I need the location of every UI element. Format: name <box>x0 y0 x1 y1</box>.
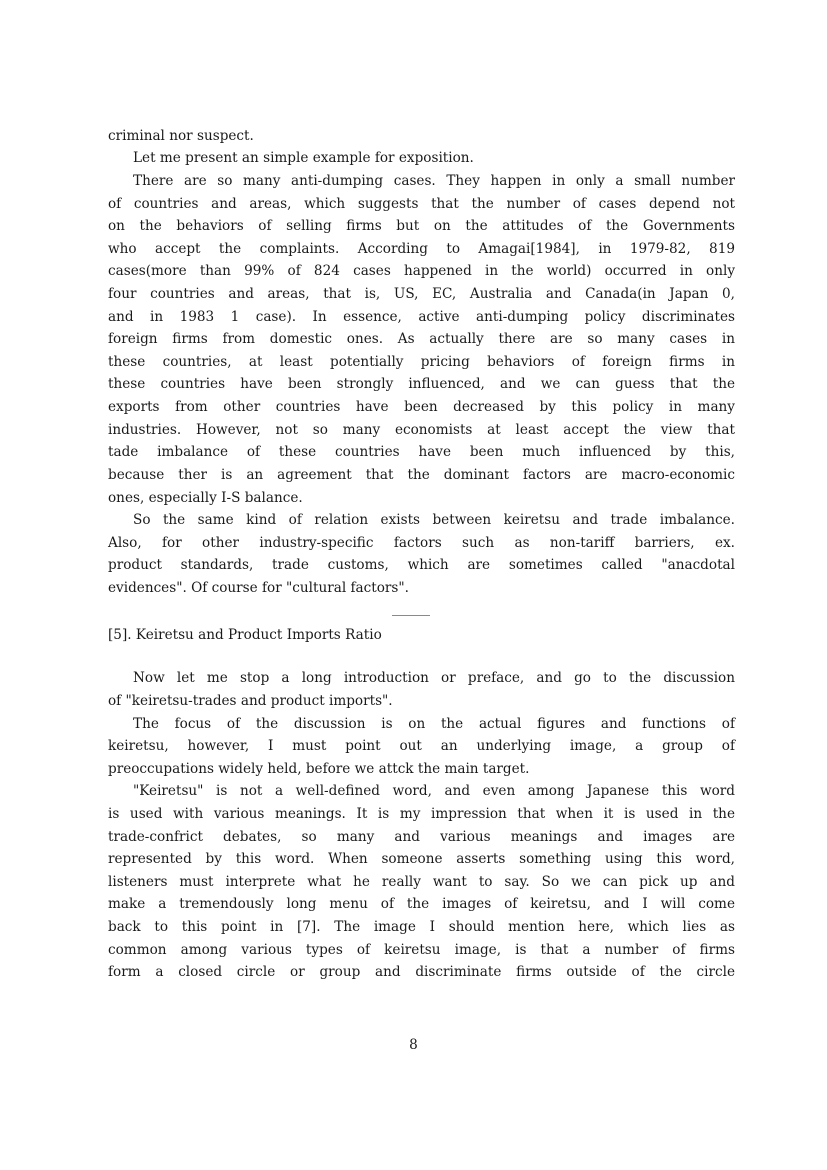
text-line: is used with various meanings. It is my impression that when it is used in the <box>108 806 735 822</box>
text-line: ones, especially I-S balance. <box>108 490 303 506</box>
text-line: back to this point in [7]. The image I should mention here, which lies as <box>108 919 735 935</box>
text-line: "Keiretsu" is not a well-defined word, and even among Japanese this word <box>133 783 735 799</box>
text-line: Also, for other industry-specific factors such as non-tariff barriers, ex. <box>108 535 735 551</box>
text-line: on the behaviors of selling firms but on the attitudes of the Governments <box>108 218 735 234</box>
text-line: So the same kind of relation exists between keiretsu and trade imbalance. <box>133 512 735 528</box>
text-line: these countries, at least potentially pricing behaviors of foreign firms in <box>108 354 735 370</box>
text-line: four countries and areas, that is, US, EC, Australia and Canada(in Japan 0, <box>108 286 735 302</box>
text-line: form a closed circle or group and discriminate firms outside of the circle <box>108 964 735 980</box>
text-line: listeners must interprete what he really want to say. So we can pick up and <box>108 874 735 890</box>
text-line: The focus of the discussion is on the actual figures and functions of <box>133 716 735 732</box>
text-line: these countries have been strongly influenced, and we can guess that the <box>108 376 735 392</box>
text-line: trade-confrict debates, so many and various meanings and images are <box>108 829 735 845</box>
text-line: keiretsu, however, I must point out an underlying image, a group of <box>108 738 735 754</box>
text-line: make a tremendously long menu of the images of keiretsu, and I will come <box>108 896 735 912</box>
text-line: exports from other countries have been decreased by this policy in many <box>108 399 735 415</box>
text-line: industries. However, not so many economists at least accept the view that <box>108 422 735 438</box>
section-heading: [5]. Keiretsu and Product Imports Ratio <box>108 627 382 643</box>
text-line: Now let me stop a long introduction or preface, and go to the discussion <box>133 670 735 686</box>
text-line: represented by this word. When someone asserts something using this word, <box>108 851 735 867</box>
text-line: who accept the complaints. According to Amagai[1984], in 1979-82, 819 <box>108 241 735 257</box>
text-line: evidences". Of course for "cultural factors". <box>108 580 409 596</box>
text-line: because ther is an agreement that the dominant factors are macro-economic <box>108 467 735 483</box>
text-line: cases(more than 99% of 824 cases happened in the world) occurred in only <box>108 263 735 279</box>
text-line: of "keiretsu-trades and product imports". <box>108 693 393 709</box>
text-line: and in 1983 1 case). In essence, active anti-dumping policy discriminates <box>108 309 735 325</box>
text-line: tade imbalance of these countries have been much influenced by this, <box>108 444 735 460</box>
text-line: foreign firms from domestic ones. As actually there are so many cases in <box>108 331 735 347</box>
divider <box>392 615 430 616</box>
text-line: common among various types of keiretsu image, is that a number of firms <box>108 942 735 958</box>
text-line: There are so many anti-dumping cases. They happen in only a small number <box>133 173 735 189</box>
text-line: criminal nor suspect. <box>108 128 254 144</box>
text-line: of countries and areas, which suggests that the number of cases depend not <box>108 196 735 212</box>
page-number: 8 <box>409 1037 418 1053</box>
text-line: preoccupations widely held, before we attck the main target. <box>108 761 530 777</box>
text-line: product standards, trade customs, which are sometimes called "anacdotal <box>108 557 735 573</box>
text-line: Let me present an simple example for exposition. <box>133 150 474 166</box>
